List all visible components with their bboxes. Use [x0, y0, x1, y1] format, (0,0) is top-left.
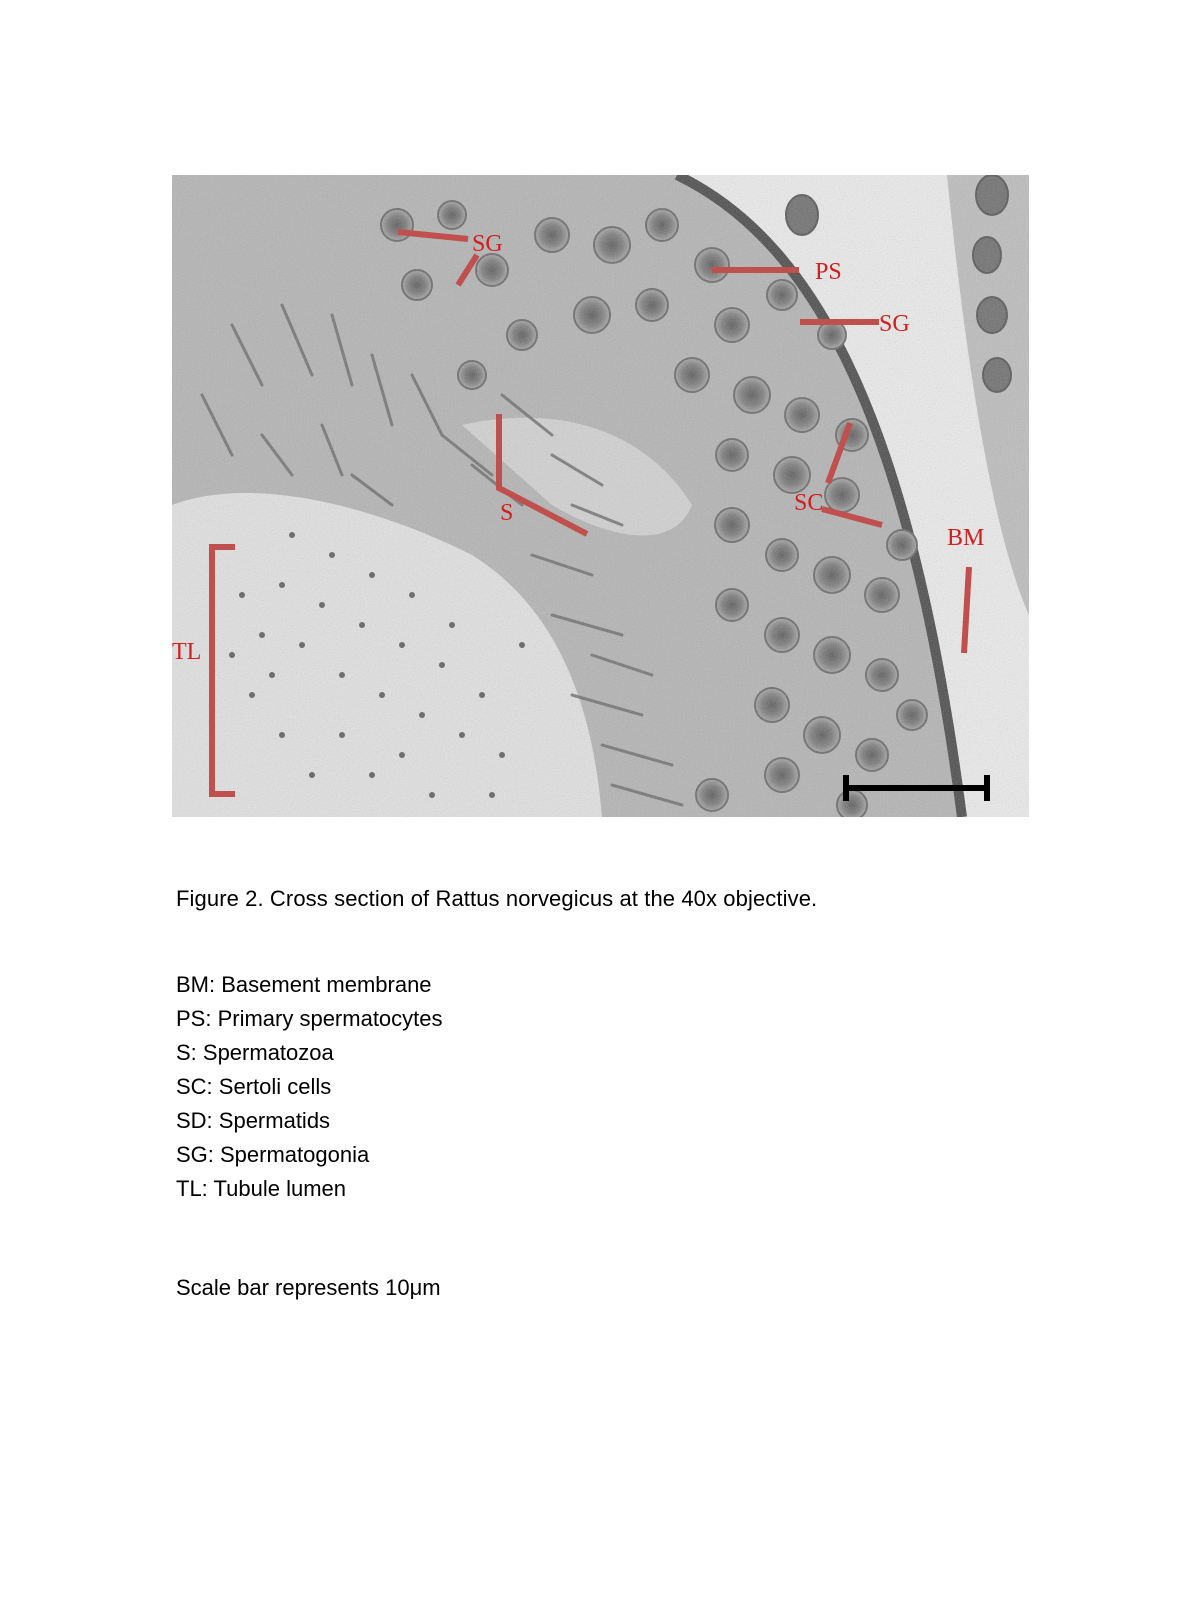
- scale-note: Scale bar represents 10μm: [176, 1275, 441, 1300]
- micrograph-image: [172, 175, 1029, 817]
- legend-list: [176, 968, 443, 1206]
- label-sc: SC: [794, 490, 824, 516]
- legend-item: BM: Basement membrane: [176, 972, 432, 997]
- legend-item: TL: Tubule lumen: [176, 1176, 346, 1201]
- label-sg-top: SG: [472, 231, 503, 257]
- figure-caption: Figure 2. Cross section of Rattus norvegicus at the 40x objective.: [176, 886, 818, 911]
- legend-item: SD: Spermatids: [176, 1108, 331, 1133]
- label-bm: BM: [947, 525, 985, 551]
- legend-item: S: Spermatozoa: [176, 1040, 334, 1065]
- legend-item: SC: Sertoli cells: [176, 1074, 332, 1099]
- label-tl: TL: [172, 639, 202, 665]
- label-s: S: [500, 500, 514, 526]
- label-ps: PS: [815, 259, 842, 285]
- legend-item: PS: Primary spermatocytes: [176, 1006, 443, 1031]
- legend-item: SG: Spermatogonia: [176, 1142, 370, 1167]
- label-sg-right: SG: [879, 311, 910, 337]
